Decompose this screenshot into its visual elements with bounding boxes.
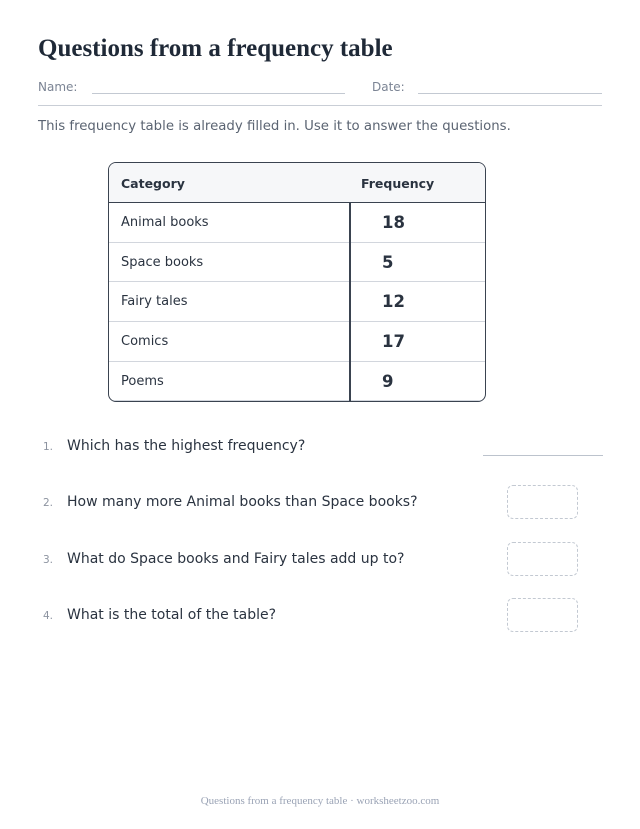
date-field[interactable] [418,93,602,94]
table-row [109,243,485,283]
header-category: Category [121,176,185,191]
frequency-table [108,162,486,402]
column-divider [349,203,351,401]
table-row [109,362,485,402]
question-1 [0,438,640,478]
question-2 [0,494,640,534]
table-row [109,322,485,362]
worksheet-title: Questions from a frequency table [38,35,393,62]
table-header [109,163,485,203]
instructions: This frequency table is already filled in. Use it to answer the questions. [38,119,511,134]
frequency-cell: 12 [382,292,405,312]
header-divider [38,105,602,106]
category-cell: Comics [121,334,169,350]
question-number: 1. [43,441,54,453]
name-label: Name: [38,80,78,94]
answer-box[interactable] [507,542,578,576]
name-field[interactable] [92,93,345,94]
question-text: What do Space books and Fairy tales add up to? [67,551,405,567]
question-4 [0,607,640,647]
date-label: Date: [372,80,405,94]
question-3 [0,551,640,591]
answer-box[interactable] [507,598,578,632]
category-cell: Animal books [121,215,209,230]
frequency-cell: 5 [382,252,394,272]
frequency-cell: 18 [382,213,405,232]
category-cell: Space books [121,254,204,270]
question-number: 3. [43,554,54,566]
footer: Questions from a frequency table · worksheetzoo.com [200,795,440,807]
header-frequency: Frequency [361,176,435,191]
category-cell: Fairy tales [121,294,188,310]
question-text: How many more Animal books than Space books? [67,494,418,510]
table-row [109,282,485,322]
question-text: What is the total of the table? [67,607,277,623]
category-cell: Poems [121,373,164,389]
question-number: 2. [43,497,54,509]
answer-box[interactable] [507,485,578,519]
question-number: 4. [43,610,54,622]
question-text: Which has the highest frequency? [67,438,306,454]
answer-line[interactable] [483,455,603,456]
frequency-cell: 17 [382,332,405,352]
table-row [109,203,485,243]
frequency-cell: 9 [382,371,394,391]
